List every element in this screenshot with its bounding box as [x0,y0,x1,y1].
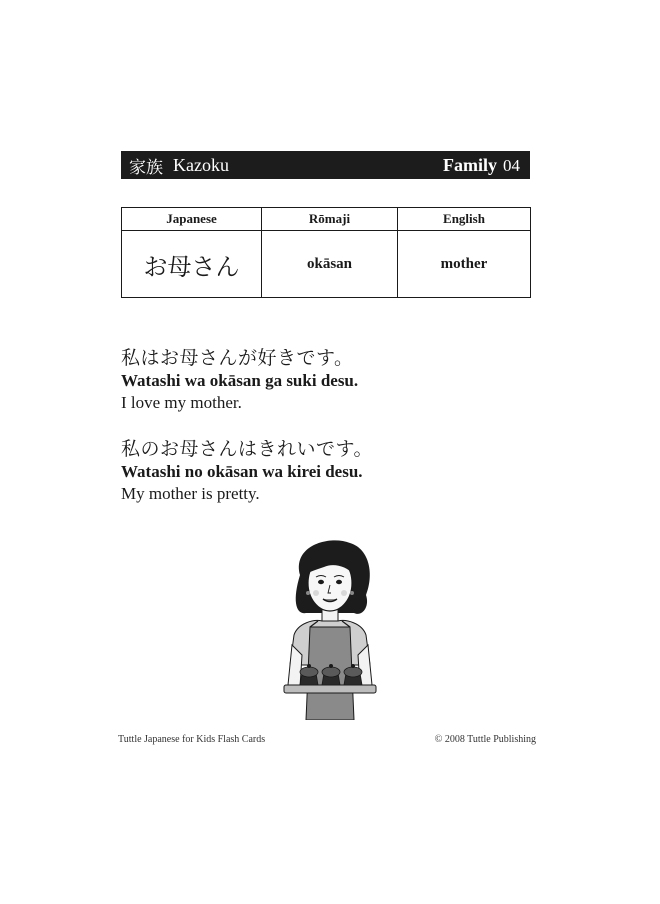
header-kanji: 家族 [129,157,163,178]
example-sentence-2 [121,437,541,505]
column-header-japanese: Japanese [122,208,262,231]
sentence-japanese: 私のお母さんはきれいです。 [121,438,373,460]
sentence-romaji: Watashi no okāsan wa kirei desu. [121,462,363,481]
header-category: Family [443,154,497,175]
header-title-group [129,153,229,178]
table-row [122,231,531,298]
mother-with-cupcakes-illustration [270,535,390,720]
table-header-row [122,208,531,231]
footer-series-title: Tuttle Japanese for Kids Flash Cards [118,734,266,745]
sentence-english: My mother is pretty. [121,484,260,503]
cell-japanese: お母さん [122,231,262,298]
header-romaji: Kazoku [173,154,229,175]
sentence-japanese: 私はお母さんが好きです。 [121,347,354,369]
vocab-table [121,207,531,298]
sentence-english: I love my mother. [121,393,242,412]
card-header [121,151,530,179]
example-sentence-1 [121,346,541,414]
footer-copyright: © 2008 Tuttle Publishing [434,734,536,745]
column-header-english: English [398,208,531,231]
header-category-group [443,155,520,176]
sentence-romaji: Watashi wa okāsan ga suki desu. [121,371,359,390]
column-header-romaji: Rōmaji [262,208,398,231]
cell-romaji: okāsan [262,231,398,298]
header-card-number: 04 [503,155,520,175]
cell-english: mother [398,231,531,298]
